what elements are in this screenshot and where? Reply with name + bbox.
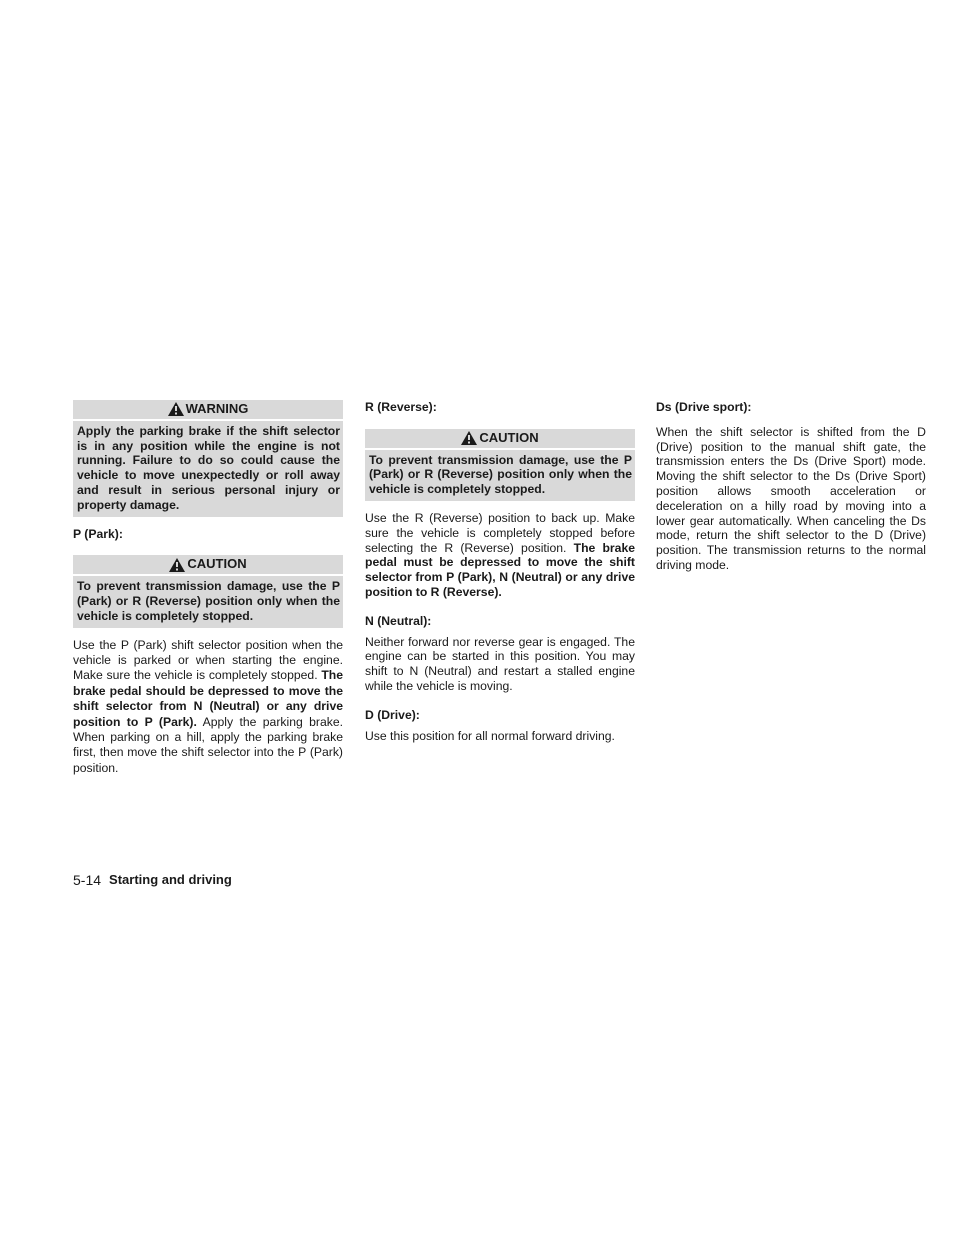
drive-heading: D (Drive): — [365, 707, 420, 722]
column-3 — [656, 400, 926, 581]
reverse-text-1: Use the R (Reverse) position to back up. Make sure the vehicle is completely stopped before selecting the R (Reverse) position. — [365, 510, 635, 555]
neutral-paragraph: Neither forward nor reverse gear is engaged. The engine can be started in this position. You may shift to N (Neutral) and restart a stalled engine while the vehicle is moving. — [365, 634, 635, 693]
reverse-paragraph — [365, 511, 635, 600]
park-text-1: Use the P (Park) shift selector position when the vehicle is parked or when starting the engine. Make sure the vehicle is completely stopped. — [73, 637, 343, 683]
drive-paragraph: Use this position for all normal forward driving. — [365, 728, 615, 743]
park-paragraph — [73, 638, 343, 777]
park-heading: P (Park): — [73, 526, 123, 541]
ds-heading: Ds (Drive sport): — [656, 400, 752, 414]
page-number: 5-14 — [73, 872, 102, 888]
page-footer — [73, 872, 232, 888]
caution-title-text: CAUTION — [479, 429, 539, 445]
column-2 — [365, 400, 635, 751]
caution-body: To prevent transmission damage, use the P (Park) or R (Reverse) position only when the vehicle is completely stopped. — [77, 579, 340, 623]
neutral-heading: N (Neutral): — [365, 613, 432, 628]
warning-triangle-icon — [461, 431, 477, 445]
caution-box-reverse — [365, 429, 635, 501]
caution-box-park — [73, 555, 343, 627]
column-1 — [73, 400, 343, 784]
warning-body: Apply the parking brake if the shift selector is in any position while the engine is not running. Failure to do so could cause the vehicle to move unexpectedly or roll away and result in serious personal injury or property damage. — [77, 423, 340, 512]
warning-box — [73, 400, 343, 517]
caution-title — [73, 555, 343, 576]
caution-body: To prevent transmission damage, use the P (Park) or R (Reverse) position only when the vehicle is completely stopped. — [369, 452, 632, 497]
reverse-text-bold: The brake pedal must be depressed to move the shift selector from P (Park), N (Neutral) or any drive position to R (Reverse). — [365, 540, 636, 599]
park-text-2: Apply the parking brake. When parking on a hill, apply the parking brake first, then move the shift selector into the P (Park) position. — [73, 714, 344, 775]
park-text-bold: The brake pedal should be depressed to move the shift selector from N (Neutral) or any drive position to P (Park). — [73, 668, 343, 729]
caution-title-text: CAUTION — [187, 556, 247, 572]
section-title: Starting and driving — [109, 872, 232, 887]
warning-title — [73, 400, 343, 421]
caution-title — [365, 429, 635, 450]
warning-title-text: WARNING — [185, 401, 249, 416]
warning-triangle-icon — [168, 402, 184, 416]
warning-triangle-icon — [169, 558, 185, 572]
ds-paragraph: When the shift selector is shifted from the D (Drive) position to the manual shift gate, the transmission enters the Ds (Drive Sport) mode. Moving the shift selector to the Ds (Drive Sport) position allows smooth acceleration or deceleration on a hilly road by moving into a lower gear automatically. When canceling the Ds mode, return the shift selector to the D (Drive) position. The transmission returns to the normal driving mode. — [656, 424, 926, 572]
reverse-heading: R (Reverse): — [365, 400, 437, 414]
